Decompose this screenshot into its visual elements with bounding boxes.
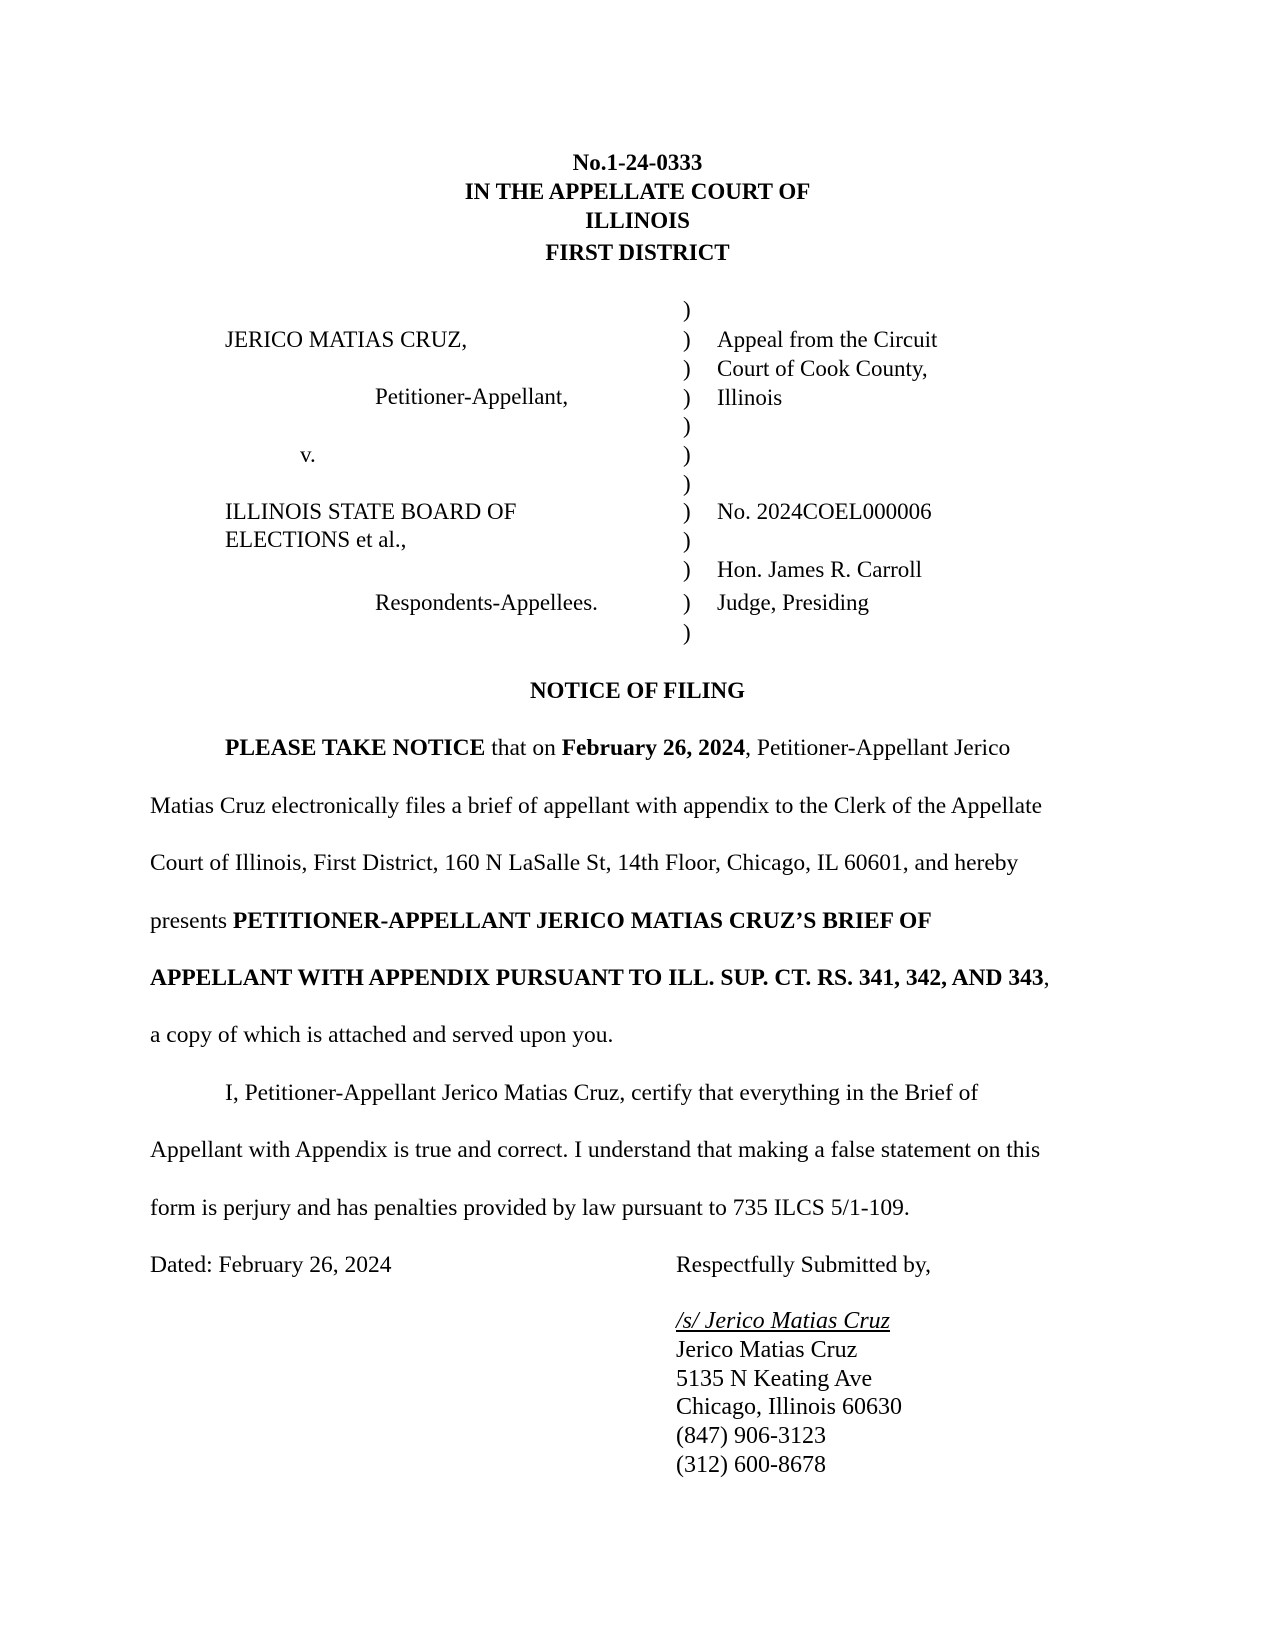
caption-paren: ) <box>683 327 691 352</box>
certification-line1: I, Petitioner-Appellant Jerico Matias Cruz, certify that everything in the Brief of <box>225 1080 979 1106</box>
certification-line2: Appellant with Appendix is true and correct. I understand that making a false statement on this <box>150 1137 1041 1163</box>
caption-paren: ) <box>683 590 691 615</box>
notice-lead-bold: PLEASE TAKE NOTICE <box>225 735 486 761</box>
notice-text: that on <box>485 735 562 761</box>
caption-paren: ) <box>683 557 691 582</box>
court-name-line1: IN THE APPELLATE COURT OF <box>464 179 811 204</box>
respondent-role: Respondents-Appellees. <box>375 590 598 615</box>
caption-paren: ) <box>683 528 691 553</box>
appeal-from-line1: Appeal from the Circuit <box>717 327 938 352</box>
caption-paren: ) <box>683 471 691 496</box>
submitted-by: Respectfully Submitted by, <box>676 1252 931 1278</box>
caption-paren: ) <box>683 620 691 645</box>
petitioner-name: JERICO MATIAS CRUZ, <box>225 327 468 352</box>
notice-paragraph1-line5 <box>150 965 1049 992</box>
notice-title: NOTICE OF FILING <box>529 678 746 703</box>
appeal-from-line3: Illinois <box>717 385 783 410</box>
case-number: No.1-24-0333 <box>572 150 703 175</box>
caption-paren: ) <box>683 442 691 467</box>
notice-paragraph1-line3: Court of Illinois, First District, 160 N LaSalle St, 14th Floor, Chicago, IL 60601, and hereby <box>150 850 1019 876</box>
notice-date-bold: February 26, 2024 <box>561 735 746 761</box>
versus: v. <box>300 442 316 467</box>
notice-text: presents <box>150 908 233 934</box>
judge-title: Judge, Presiding <box>717 590 870 615</box>
district-heading: FIRST DISTRICT <box>545 240 730 265</box>
respondent-name-line2: ELECTIONS et al., <box>225 527 407 552</box>
brief-title-bold: PETITIONER-APPELLANT JERICO MATIAS CRUZ’S BRIEF OF <box>232 908 932 934</box>
signer-street-address: 5135 N Keating Ave <box>676 1366 873 1392</box>
notice-text: , <box>1043 965 1050 991</box>
signer-phone-1: (847) 906-3123 <box>676 1423 826 1449</box>
notice-paragraph1-line4 <box>150 908 932 935</box>
signer-city-state-zip: Chicago, Illinois 60630 <box>676 1394 902 1420</box>
respondent-name-line1: ILLINOIS STATE BOARD OF <box>225 499 517 524</box>
caption-paren: ) <box>683 385 691 410</box>
electronic-signature: /s/ Jerico Matias Cruz <box>676 1308 890 1334</box>
petitioner-role: Petitioner-Appellant, <box>375 384 569 409</box>
trial-case-number: No. 2024COEL000006 <box>717 499 932 524</box>
notice-text: , Petitioner-Appellant Jerico <box>745 735 1011 761</box>
caption-paren: ) <box>683 297 691 322</box>
signer-phone-2: (312) 600-8678 <box>676 1452 826 1478</box>
appeal-from-line2: Court of Cook County, <box>717 356 928 381</box>
caption-paren: ) <box>683 356 691 381</box>
judge-name: Hon. James R. Carroll <box>717 557 923 582</box>
caption-paren: ) <box>683 499 691 524</box>
signer-name: Jerico Matias Cruz <box>676 1337 858 1363</box>
brief-title-bold: APPELLANT WITH APPENDIX PURSUANT TO ILL. SUP. CT. RS. 341, 342, AND 343 <box>150 965 1044 991</box>
notice-paragraph1-line2: Matias Cruz electronically files a brief of appellant with appendix to the Clerk of the Appellate <box>150 793 1043 819</box>
court-name-line2: ILLINOIS <box>585 208 690 233</box>
notice-paragraph1-line6: a copy of which is attached and served upon you. <box>150 1022 614 1048</box>
caption-paren: ) <box>683 413 691 438</box>
notice-paragraph1-line1 <box>225 735 1010 762</box>
dated-line: Dated: February 26, 2024 <box>150 1252 392 1278</box>
certification-line3: form is perjury and has penalties provided by law pursuant to 735 ILCS 5/1-109. <box>150 1195 910 1221</box>
